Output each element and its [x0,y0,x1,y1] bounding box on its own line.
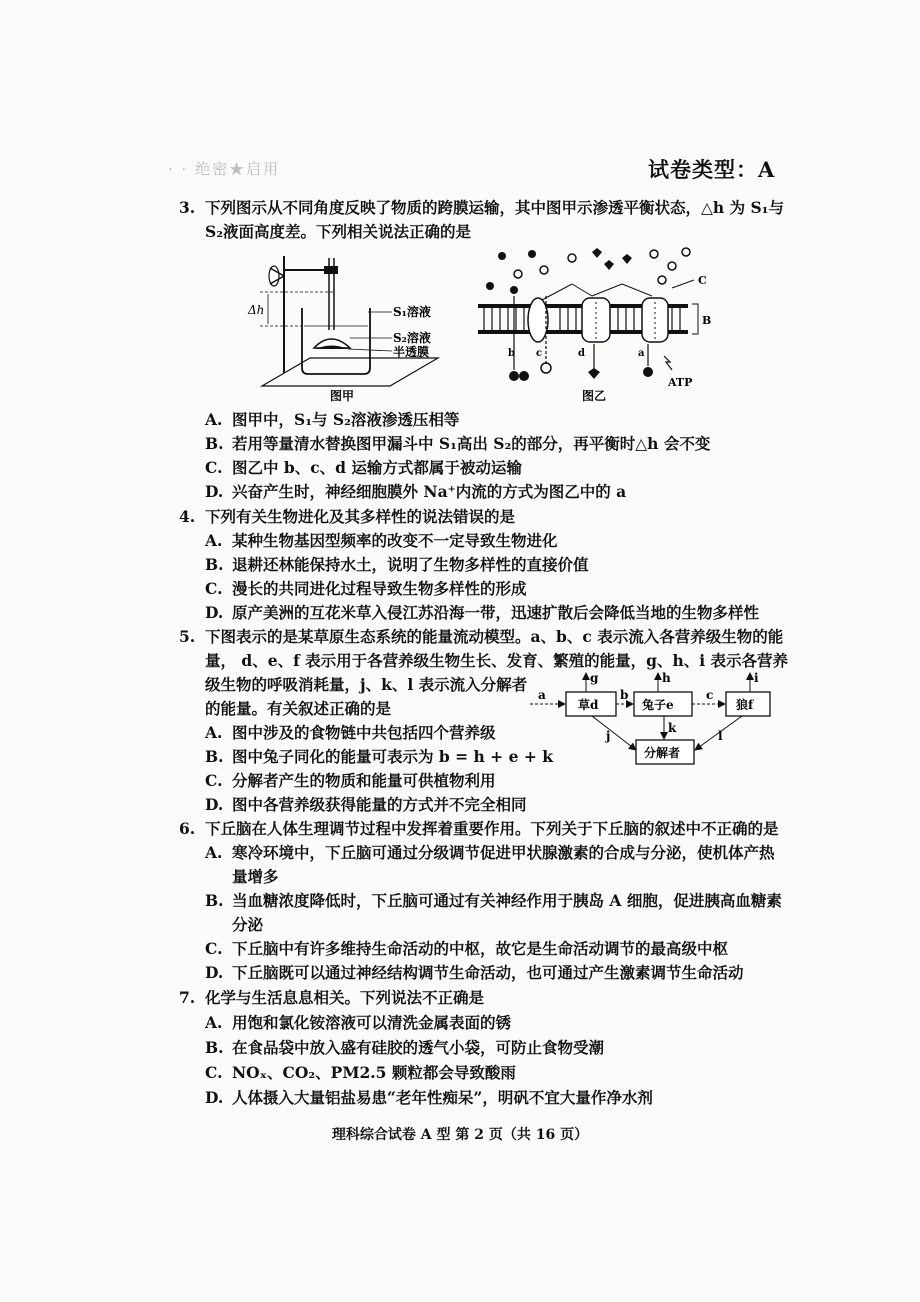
flow-b: b [620,688,629,702]
question-4-stem: 4. 下列有关生物进化及其多样性的说法错误的是 [179,507,516,526]
page-footer: 理科综合试卷 A 型 第 2 页（共 16 页） [331,1127,589,1143]
figure-jia-caption: 图甲 [330,389,355,403]
q6-option-a-cont: 量增多 [232,867,279,886]
exam-type-label: 试卷类型：A [648,157,776,182]
membrane-label: 半透膜 [393,345,430,359]
flow-h: h [662,671,671,685]
flow-j: j [606,729,611,743]
question-5-line3: 级生物的呼吸消耗量，j、k、l 表示流入分解者 [205,675,528,694]
q6-option-b: B. 当血糖浓度降低时，下丘脑可通过有关神经作用于胰岛 A 细胞，促进胰高血糖素 [205,891,782,910]
q3-option-d: D. 兴奋产生时，神经细胞膜外 Na⁺内流的方式为图乙中的 a [205,482,627,501]
label-C: C [698,274,707,287]
q6-option-d: D. 下丘脑既可以通过神经结构调节生命活动，也可通过产生激素调节生命活动 [205,963,744,982]
decomposer-label: 分解者 [644,746,681,760]
q7-option-d: D. 人体摄入大量铝盐易患“老年性痴呆”，明矾不宜大量作净水剂 [205,1088,653,1107]
s1-solution-label: S₁溶液 [393,305,431,319]
grass-label: 草d [578,698,599,712]
question-number: 3. [179,198,196,217]
question-3-line1 [179,198,784,218]
q7-option-b: B. 在食品袋中放入盛有硅胶的透气小袋，可防止食物受潮 [205,1038,605,1057]
q5-option-b: B. 图中兔子同化的能量可表示为 b = h + e + k [205,747,553,766]
delta-h-label: Δh [248,303,265,317]
question-3-line2: S₂液面高度差。下列相关说法正确的是 [205,222,471,241]
question-stem: 下列图示从不同角度反映了物质的跨膜运输，其中图甲示渗透平衡状态，△h 为 S₁与 [205,198,784,217]
question-5-line1: 5. 下图表示的是某草原生态系统的能量流动模型。a、b、c 表示流入各营养级生物的能 [179,627,784,646]
q7-option-a: A. 用饱和氯化铵溶液可以清洗金属表面的锈 [205,1013,512,1032]
flow-g: g [590,671,599,685]
rabbit-label: 兔子e [642,698,674,712]
energy-flow-diagram [528,668,774,772]
label-b: b [508,348,515,359]
q4-option-b: B. 退耕还林能保持水土，说明了生物多样性的直接价值 [205,555,589,574]
flow-l: l [718,729,723,743]
q4-option-c: C. 漫长的共同进化过程导致生物多样性的形成 [205,579,527,598]
label-c: c [536,348,543,359]
q6-option-c: C. 下丘脑中有许多维持生命活动的中枢，故它是生命活动调节的最高级中枢 [205,939,729,958]
q5-option-a: A. 图中涉及的食物链中共包括四个营养级 [205,723,496,742]
faded-confidential-mark: · · 绝密★启用 [168,160,281,178]
label-d: d [578,348,585,359]
flow-a: a [538,688,546,702]
flow-k: k [668,721,677,735]
q6-option-a: A. 寒冷环境中，下丘脑可通过分级调节促进甲状腺激素的合成与分泌，使机体产热 [205,843,775,862]
label-a: a [638,348,645,359]
label-B: B [702,314,712,327]
wolf-label: 狼f [736,698,754,712]
s2-solution-label: S₂溶液 [393,331,431,345]
q7-option-c: C. NOₓ、CO₂、PM2.5 颗粒都会导致酸雨 [205,1063,516,1082]
q5-option-d: D. 图中各营养级获得能量的方式并不完全相同 [205,795,527,814]
question-5-line2: 量， d、e、f 表示用于各营养级生物生长、发育、繁殖的能量，g、h、i 表示各营养 [205,651,789,670]
q3-option-a: A. 图甲中，S₁与 S₂溶液渗透压相等 [205,410,460,429]
flow-i: i [754,671,759,685]
q4-option-a: A. 某种生物基因型频率的改变不一定导致生物进化 [205,531,558,550]
q3-option-c: C. 图乙中 b、c、d 运输方式都属于被动运输 [205,458,522,477]
question-5-line4: 的能量。有关叙述正确的是 [205,699,392,718]
figure-yi [472,244,722,406]
q5-option-c: C. 分解者产生的物质和能量可供植物利用 [205,771,496,790]
question-7-stem: 7. 化学与生活息息相关。下列说法不正确是 [179,988,485,1007]
q4-option-d: D. 原产美洲的互花米草入侵江苏沿海一带，迅速扩散后会降低当地的生物多样性 [205,603,760,622]
q6-option-b-cont: 分泌 [232,915,264,934]
atp-label: ATP [668,376,693,389]
question-6-stem: 6. 下丘脑在人体生理调节过程中发挥着重要作用。下列关于下丘脑的叙述中不正确的是 [179,819,779,838]
figure-jia [240,248,450,408]
figure-yi-caption: 图乙 [582,389,607,403]
flow-c: c [706,688,714,702]
q3-option-b: B. 若用等量清水替换图甲漏斗中 S₁高出 S₂的部分，再平衡时△h 会不变 [205,434,711,453]
